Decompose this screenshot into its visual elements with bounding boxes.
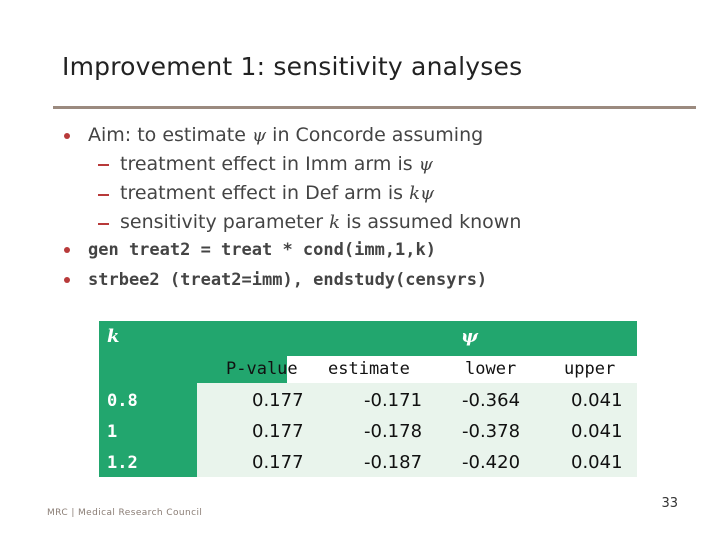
results-table [99,321,637,477]
row-k-value: 1.2 [107,453,138,473]
sub-bullet-def [120,182,434,204]
row-estimate: -0.178 [364,421,423,442]
mrc-logo: MRC | Medical Research Council [47,508,203,518]
psi-symbol: ψ [252,125,267,146]
row-pvalue: 0.177 [252,452,304,473]
sub-bullet-marker [98,194,109,196]
bullet-aim [88,124,483,146]
row-estimate: -0.171 [364,390,423,411]
sub-bullet-imm [120,153,433,175]
row-estimate: -0.187 [364,452,423,473]
bullet-marker [64,247,70,253]
sub1-text: treatment effect in Imm arm is [120,153,413,175]
sub2-text: treatment effect in Def arm is [120,182,404,204]
psi-symbol: ψ [418,154,433,175]
header-psi: ψ [461,326,478,347]
row-upper: 0.041 [571,390,623,411]
sub-bullet-marker [98,164,109,166]
sub3-suffix: is assumed known [346,211,522,233]
row-lower: -0.420 [462,452,521,473]
row-pvalue: 0.177 [252,390,304,411]
row-lower: -0.364 [462,390,521,411]
sub-bullet-sensitivity [120,211,521,233]
col-header-upper: upper [564,359,616,379]
sub3-prefix: sensitivity parameter [120,211,324,233]
table-header-row [99,321,637,352]
col-header-lower: lower [465,359,517,379]
col-header-pvalue: P-value [226,359,298,379]
page-number: 33 [661,496,678,511]
row-lower: -0.378 [462,421,521,442]
bullet-marker [64,277,70,283]
sub-bullet-marker [98,223,109,225]
code-line-strbee2: strbee2 (treat2=imm), endstudy(censyrs) [88,270,488,290]
title-divider [53,106,696,109]
row-upper: 0.041 [571,421,623,442]
col-header-estimate: estimate [328,359,410,379]
code-line-gen: gen treat2 = treat * cond(imm,1,k) [88,240,436,260]
aim-text: Aim: to estimate [88,124,246,146]
k-symbol: k [329,212,341,233]
slide-title: Improvement 1: sensitivity analyses [62,52,523,81]
header-k: k [107,326,120,347]
row-k-value: 0.8 [107,391,138,411]
row-k-value: 1 [107,422,118,442]
bullet-marker [64,133,70,139]
k-psi-symbol: kψ [409,183,435,204]
row-pvalue: 0.177 [252,421,304,442]
aim-suffix: in Concorde assuming [272,124,484,146]
row-upper: 0.041 [571,452,623,473]
